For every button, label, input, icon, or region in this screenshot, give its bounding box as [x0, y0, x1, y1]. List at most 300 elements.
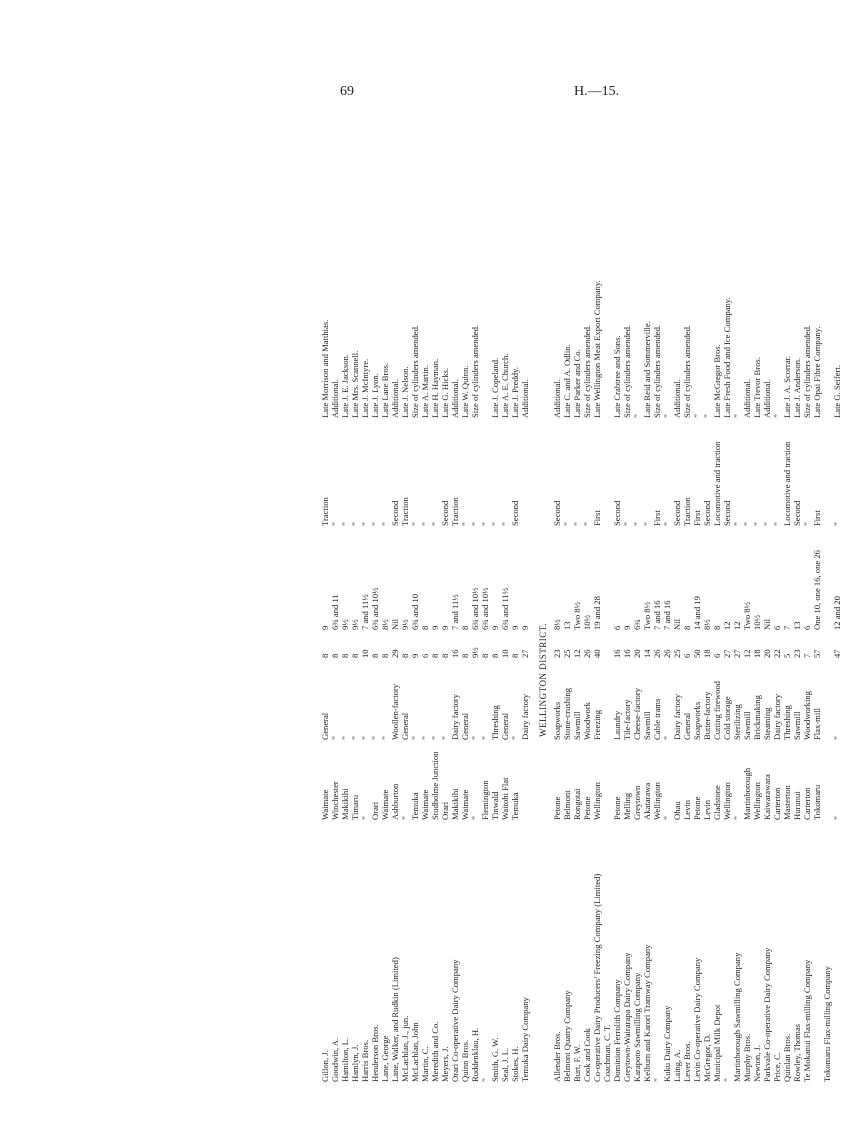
nominal-cell: 8 — [330, 653, 340, 658]
cylinder-cell — [822, 528, 832, 630]
nominal-cell: 8 — [340, 653, 350, 658]
kind-cell: General — [682, 712, 692, 740]
cylinder-cell: 8 — [682, 625, 692, 630]
nominal-cell: 6 — [420, 653, 430, 658]
nominal-cell: 16 — [450, 649, 460, 658]
owner-cell: Burt, F. W. — [572, 1044, 582, 1082]
nominal-cell — [602, 630, 612, 658]
nominal-cell: 8 — [440, 653, 450, 658]
engine-cell: ” — [480, 522, 490, 526]
remark-cell: Late Opai Fibre Company. — [812, 326, 822, 418]
engine-cell: ” — [572, 522, 582, 526]
owner-cell: Henderson Bros. — [370, 1024, 380, 1082]
kind-cell: Tile-factory — [622, 699, 632, 740]
engine-cell: ” — [752, 522, 762, 526]
engine-cell: ” — [330, 522, 340, 526]
cylinder-cell: Nil — [762, 619, 772, 630]
remark-cell: Size of cylinders amended. — [410, 324, 420, 418]
cylinder-cell: 10½ — [582, 614, 592, 630]
owner-cell: Hamilton, L. — [340, 1037, 350, 1082]
cylinder-cell: 8½ — [552, 619, 562, 630]
owner-cell: Kuku Dairy Company — [662, 1005, 672, 1082]
place-cell: Petone — [552, 796, 562, 820]
kind-cell: Threshing — [490, 705, 500, 740]
place-cell: Carterton — [772, 787, 782, 820]
nominal-cell: 27 — [722, 649, 732, 658]
nominal-cell: 5 — [782, 653, 792, 658]
engine-cell: ” — [490, 522, 500, 526]
remark-cell: Late G. Hicks. — [440, 367, 450, 418]
cylinder-cell: 6¾ and 10½ — [370, 587, 380, 630]
remark-cell: Size of cylinders amended. — [682, 324, 692, 418]
cylinder-cell: 6¾ and 11½ — [500, 587, 510, 630]
owner-cell: Goodwin, A. — [330, 1037, 340, 1082]
remark-cell: Additional. — [672, 379, 682, 418]
owner-cell: Cook and Cook — [582, 1028, 592, 1082]
nominal-cell: 8 — [510, 653, 520, 658]
nominal-cell: 9 — [410, 653, 420, 658]
owner-cell: Orari Co-operative Dairy Company — [450, 959, 460, 1082]
nominal-cell: 27 — [520, 649, 530, 658]
kind-cell: Woollen-factory — [390, 683, 400, 740]
remark-cell: Late J. Lyon. — [370, 373, 380, 418]
kind-cell: Soapworks — [552, 701, 562, 740]
engine-cell: ” — [662, 522, 672, 526]
remark-cell: Size of cylinders amended. — [802, 324, 812, 418]
remark-cell: Additional. — [552, 379, 562, 418]
cylinder-cell: 6¾ and 10 — [410, 593, 420, 630]
nominal-cell: 10 — [360, 649, 370, 658]
owner-cell: Dominion Ferrolith Company — [612, 979, 622, 1082]
cylinder-cell: Two 8½ — [572, 601, 582, 630]
kind-cell: ” — [410, 736, 420, 740]
nominal-cell: 8 — [480, 653, 490, 658]
owner-cell: Te Mokanui Flax-milling Company — [802, 959, 812, 1082]
cylinder-cell: 7 and 16 — [662, 600, 672, 630]
place-cell: Melling — [622, 792, 632, 820]
engine-column-1 — [320, 418, 520, 526]
remark-cell: Late Mrs. Scannell. — [350, 350, 360, 418]
owner-cell: Lane, Walker, and Rudkin (Limited) — [390, 957, 400, 1082]
engine-cell: ” — [632, 522, 642, 526]
cylinder-cell: 7 and 11½ — [450, 594, 460, 630]
place-cell: Martinborough — [742, 767, 752, 820]
place-cell: Makikihi — [340, 788, 350, 820]
engine-cell: Second — [702, 500, 712, 526]
district-heading: WELLINGTON DISTRICT. — [538, 623, 548, 737]
engine-cell: ” — [562, 522, 572, 526]
place-cell: Wellington — [722, 782, 732, 820]
engine-cell: Second — [440, 500, 450, 526]
remark-cell: Late Wellington Meat Export Company. — [592, 280, 602, 418]
engine-cell: ” — [370, 522, 380, 526]
owner-cell: Laing, A. — [672, 1049, 682, 1082]
kind-cell: Cold storage — [722, 696, 732, 740]
cylinder-cell: 10½ — [752, 614, 762, 630]
kind-cell: Sterilizing — [732, 704, 742, 740]
place-cell: Belmont — [562, 790, 572, 820]
kind-cell: Cable trams — [652, 698, 662, 740]
nominal-cell: 7 — [802, 653, 812, 658]
cylinder-cell: Two 8½ — [742, 601, 752, 630]
place-cell: ” — [832, 816, 842, 820]
place-cell: Timaru — [350, 795, 360, 820]
place-cell: Levin — [682, 799, 692, 820]
kind-cell: ” — [510, 736, 520, 740]
cylinder-cell: Two 8½ — [642, 601, 652, 630]
owner-cell: Martinborough Sawmilling Company — [732, 952, 742, 1082]
engine-cell: Second — [390, 500, 400, 526]
owner-cell: Co-operative Dairy Producers’ Freezing Company (Limited) — [592, 873, 602, 1082]
remark-cell: Additional. — [390, 379, 400, 418]
place-cell: Gladstone — [712, 785, 722, 820]
owner-cell: Allender Bros. — [552, 1031, 562, 1082]
cylinders-column-1 — [320, 528, 530, 630]
nominal-cell: 14 — [642, 649, 652, 658]
kind-cell: General — [460, 712, 470, 740]
remark-cell: Late J. Preddy. — [510, 367, 520, 418]
remark-cell — [822, 143, 832, 418]
kind-cell: Steaming — [762, 707, 772, 740]
remark-cell: Late Trevor Bros. — [752, 357, 762, 418]
nominal-hp-column-2 — [552, 630, 842, 658]
place-cell: ” — [662, 816, 672, 820]
owner-cell: McLachlan, J., jun. — [400, 1015, 410, 1082]
engine-cell: Traction — [320, 497, 330, 526]
kind-cell: Dairy factory — [772, 693, 782, 740]
engine-cell: ” — [340, 522, 350, 526]
cylinder-cell: 9 — [622, 625, 632, 630]
place-cell: Ashburton — [390, 783, 400, 820]
nominal-cell — [822, 630, 832, 658]
engine-cell: ” — [732, 522, 742, 526]
owner-cell: Murphy Bros. — [742, 1033, 752, 1082]
owner-cell: Meyers, J. — [440, 1046, 450, 1082]
place-cell: ” — [400, 816, 410, 820]
remark-cell: Size of cylinders amended. — [652, 324, 662, 418]
nominal-cell: 8 — [490, 653, 500, 658]
remarks-column-1 — [320, 143, 530, 418]
cylinder-cell: 9 — [440, 625, 450, 630]
engine-cell: Second — [612, 500, 622, 526]
engine-cell: ” — [742, 522, 752, 526]
nominal-cell: 25 — [672, 649, 682, 658]
kind-cell: Stone-crushing — [562, 687, 572, 740]
cylinder-cell: 6¾ and 10½ — [480, 587, 490, 630]
owner-cell: Price, C. — [772, 1052, 782, 1082]
owner-cell: Karapoto Sawmilling Company — [632, 972, 642, 1082]
kind-cell: ” — [470, 736, 480, 740]
cylinder-cell: 9 — [320, 625, 330, 630]
kind-cell — [822, 660, 832, 740]
remark-cell: Late W. Quinn. — [460, 365, 470, 418]
place-cell: Hurunui — [792, 791, 802, 820]
cylinder-cell: 7 and 16 — [652, 600, 662, 630]
engine-cell: ” — [360, 522, 370, 526]
engine-cell: ” — [802, 522, 812, 526]
cylinder-cell: 9½ — [340, 619, 350, 630]
place-cell: Temuka — [410, 792, 420, 820]
owner-cell: Lane, George — [380, 1035, 390, 1082]
place-cell: Petone — [612, 796, 622, 820]
nominal-cell: 8 — [400, 653, 410, 658]
kind-cell: ” — [662, 736, 672, 740]
place-cell: Petone — [582, 796, 592, 820]
cylinder-cell: 9 — [430, 625, 440, 630]
remark-cell: Late J. Copeland. — [490, 357, 500, 418]
cylinder-cell: 6 — [772, 625, 782, 630]
kind-cell: ” — [370, 736, 380, 740]
cylinder-cell: 9½ — [350, 619, 360, 630]
engine-cell: Second — [510, 500, 520, 526]
place-cell: Wellington — [592, 782, 602, 820]
place-cell: ” — [470, 816, 480, 820]
cylinder-cell: 9 — [510, 625, 520, 630]
engine-cell: ” — [350, 522, 360, 526]
remark-cell: Additional. — [450, 379, 460, 418]
engine-cell: Traction — [400, 497, 410, 526]
owner-cell: Quinlan Bros. — [782, 1033, 792, 1082]
place-cell: Temuka — [510, 792, 520, 820]
kind-cell: Soapworks — [692, 701, 702, 740]
kind-cell: General — [400, 712, 410, 740]
engine-cell: ” — [410, 522, 420, 526]
nominal-cell: 50 — [692, 649, 702, 658]
nominal-cell: 26 — [652, 649, 662, 658]
cylinder-cell: 13 — [562, 621, 572, 630]
nominal-cell: 22 — [772, 649, 782, 658]
engine-cell: Traction — [450, 497, 460, 526]
place-cell: Winchester — [330, 781, 340, 820]
cylinder-cell — [602, 528, 612, 630]
owner-cell: Tokomaru Flax-milling Company — [822, 966, 832, 1082]
nominal-cell: 47 — [832, 649, 842, 658]
kind-cell: General — [500, 712, 510, 740]
engine-column-2 — [552, 418, 842, 526]
engine-cell — [822, 418, 832, 526]
nominal-cell: 8 — [320, 653, 330, 658]
remark-cell: Size of cylinders amended. — [470, 324, 480, 418]
remark-cell: ” — [732, 414, 742, 418]
place-cell: Waimate — [420, 789, 430, 820]
engine-cell: Second — [552, 500, 562, 526]
cylinder-cell: 6¾ and 10½ — [470, 587, 480, 630]
remark-cell: ” — [662, 414, 672, 418]
nominal-cell: 26 — [662, 649, 672, 658]
owner-cell: Harris Bros. — [360, 1039, 370, 1082]
nominal-cell: 8 — [460, 653, 470, 658]
place-cell — [602, 740, 612, 820]
engine-cell: First — [652, 510, 662, 526]
engine-cell: Second — [672, 500, 682, 526]
cylinder-cell: 6 — [802, 625, 812, 630]
cylinder-cell: 6¾ — [632, 619, 642, 630]
kind-cell: ” — [430, 736, 440, 740]
owner-cell: Parkvale Co-operative Dairy Company — [762, 947, 772, 1082]
cylinder-cell: 13 — [792, 621, 802, 630]
kind-cell: ” — [420, 736, 430, 740]
engine-cell: First — [812, 510, 822, 526]
owner-cell: Gillon, J. — [320, 1050, 330, 1082]
owner-cell: McLachlan, John — [410, 1022, 420, 1082]
engine-cell: ” — [832, 522, 842, 526]
owner-cell: Lever Bros. — [682, 1041, 692, 1082]
place-cell: Studholme Junction — [430, 751, 440, 820]
kind-cell: Sawmill — [792, 711, 802, 740]
cylinder-cell: Nil — [672, 619, 682, 630]
nominal-cell: 40 — [592, 649, 602, 658]
kind-cell: ” — [480, 736, 490, 740]
place-cell: Waimate — [380, 789, 390, 820]
owner-cell: Greytown-Wairarapa Dairy Company — [622, 952, 632, 1082]
kind-cell: Laundry — [612, 710, 622, 740]
place-cell: Wellington — [652, 782, 662, 820]
document-code: H.—15. — [574, 84, 620, 99]
remark-cell: Late J. A. Scorrar. — [782, 355, 792, 418]
cylinder-cell: 7 — [782, 625, 792, 630]
owner-cell: Coachman, C. T. — [602, 1024, 612, 1082]
owner-cell: ” — [722, 1078, 732, 1082]
nominal-cell: 16 — [622, 649, 632, 658]
place-cell: Ohau — [672, 801, 682, 820]
cylinder-cell: Nil — [390, 619, 400, 630]
cylinder-cell: 19 and 28 — [592, 596, 602, 630]
remark-cell — [480, 143, 490, 418]
nominal-cell: 8 — [370, 653, 380, 658]
engine-cell: ” — [470, 522, 480, 526]
cylinder-cell: 14 and 19 — [692, 596, 702, 630]
kind-cell: ” — [360, 736, 370, 740]
nominal-cell: 18 — [702, 649, 712, 658]
cylinder-cell: 12 — [732, 621, 742, 630]
place-cell: Kaiwarawara — [762, 774, 772, 820]
cylinder-cell: 8 — [460, 625, 470, 630]
kind-cell: ” — [350, 736, 360, 740]
engine-cell: ” — [380, 522, 390, 526]
place-cell: Rongotai — [572, 788, 582, 820]
cylinder-cell: 8½ — [702, 619, 712, 630]
nominal-cell: 20 — [632, 649, 642, 658]
remark-cell: ” — [692, 414, 702, 418]
nominal-cell: 20 — [762, 649, 772, 658]
nominal-cell: 18 — [752, 649, 762, 658]
place-cell: Petone — [692, 796, 702, 820]
nominal-cell: 26 — [582, 649, 592, 658]
nominal-cell: 57 — [812, 649, 822, 658]
kind-cell: Sawmill — [742, 711, 752, 740]
place-cell: ” — [732, 816, 742, 820]
remark-cell: Additional. — [330, 379, 340, 418]
owner-cell: Ruddenklau, H. — [470, 1027, 480, 1082]
engine-cell: Second — [792, 500, 802, 526]
nominal-cell: 10 — [500, 649, 510, 658]
remark-cell: Size of cylinders amended. — [622, 324, 632, 418]
place-column-2 — [552, 740, 842, 820]
engine-cell: ” — [460, 522, 470, 526]
owner-column-2 — [552, 820, 832, 1082]
engine-cell: ” — [500, 522, 510, 526]
cylinder-cell: 9½ — [400, 619, 410, 630]
kind-cell: ” — [340, 736, 350, 740]
kind-cell: Butter-factory — [702, 691, 712, 740]
cylinder-cell: 8 — [712, 625, 722, 630]
remark-cell: Late McGregor Bros. — [712, 344, 722, 418]
nominal-cell: 12 — [572, 649, 582, 658]
remark-cell: Late J. E. Jackson. — [340, 354, 350, 418]
engine-cell — [602, 418, 612, 526]
engine-cell: ” — [420, 522, 430, 526]
kind-cell: ” — [832, 736, 842, 740]
remark-cell: ” — [632, 414, 642, 418]
owner-cell: Rowley, Thomas — [792, 1023, 802, 1082]
nominal-cell: 12 — [742, 649, 752, 658]
place-column-1 — [320, 740, 520, 820]
owner-cell: Smith, G. W. — [490, 1037, 500, 1082]
nominal-cell: 25 — [562, 649, 572, 658]
kind-cell: Dairy factory — [520, 693, 530, 740]
nominal-cell: 29 — [390, 649, 400, 658]
remark-cell: Late A. Martin. — [420, 365, 430, 418]
remark-cell: ” — [772, 414, 782, 418]
owner-cell: Belmont Quarry Company — [562, 990, 572, 1082]
engine-cell: ” — [430, 522, 440, 526]
rotated-table — [320, 143, 842, 1082]
remark-cell: Late Fresh Food and Ice Company. — [722, 297, 732, 418]
remark-cell: Late Reid and Sommerville. — [642, 321, 652, 418]
engine-cell: ” — [642, 522, 652, 526]
nominal-cell: 6 — [712, 653, 722, 658]
kind-cell: General — [320, 712, 330, 740]
owner-cell: ” — [652, 1078, 662, 1082]
owner-cell: Seal, J. L. — [500, 1047, 510, 1082]
engine-cell: Second — [722, 500, 732, 526]
place-cell: Levin — [702, 799, 712, 820]
place-cell: Akatarawa — [642, 782, 652, 820]
cylinder-cell: 8½ — [380, 619, 390, 630]
nominal-cell: 9½ — [470, 647, 480, 658]
remarks-column-2 — [552, 143, 842, 418]
place-cell: Makikihi — [450, 788, 460, 820]
engine-cell: Traction — [682, 497, 692, 526]
cylinder-cell: 9 — [490, 625, 500, 630]
remark-cell: Late J. Anderson. — [792, 357, 802, 418]
place-cell: Masterton — [782, 785, 792, 820]
remark-cell: Late Morrison and Matthias. — [320, 319, 330, 418]
remark-cell: Late Crabtree and Sons. — [612, 335, 622, 418]
nominal-hp-column-1 — [320, 630, 530, 658]
owner-cell: Meredith and Co. — [430, 1021, 440, 1082]
place-cell: Tokomaru — [812, 784, 822, 820]
owner-cell: Stokes, H. — [510, 1046, 520, 1082]
place-cell: Flemington — [480, 780, 490, 820]
owner-cell: Temuka Dairy Company — [520, 997, 530, 1082]
engine-cell: ” — [582, 522, 592, 526]
cylinders-column-2 — [552, 528, 842, 630]
place-cell: Waitohi Flat — [500, 777, 510, 820]
engine-cell: First — [592, 510, 602, 526]
owner-cell: Martin, C. — [420, 1046, 430, 1082]
owner-cell: Hamlyn, J. — [350, 1044, 360, 1082]
kind-cell: ” — [380, 736, 390, 740]
remark-cell: Late J. McIntyre. — [360, 358, 370, 418]
owner-cell: ” — [480, 1078, 490, 1082]
engine-cell: ” — [622, 522, 632, 526]
remark-cell: Additional. — [762, 379, 772, 418]
owner-cell: Quinn Bros. — [460, 1039, 470, 1082]
place-cell: Waimate — [320, 789, 330, 820]
kind-cell: Freezing — [592, 709, 602, 740]
remark-cell — [602, 143, 612, 418]
